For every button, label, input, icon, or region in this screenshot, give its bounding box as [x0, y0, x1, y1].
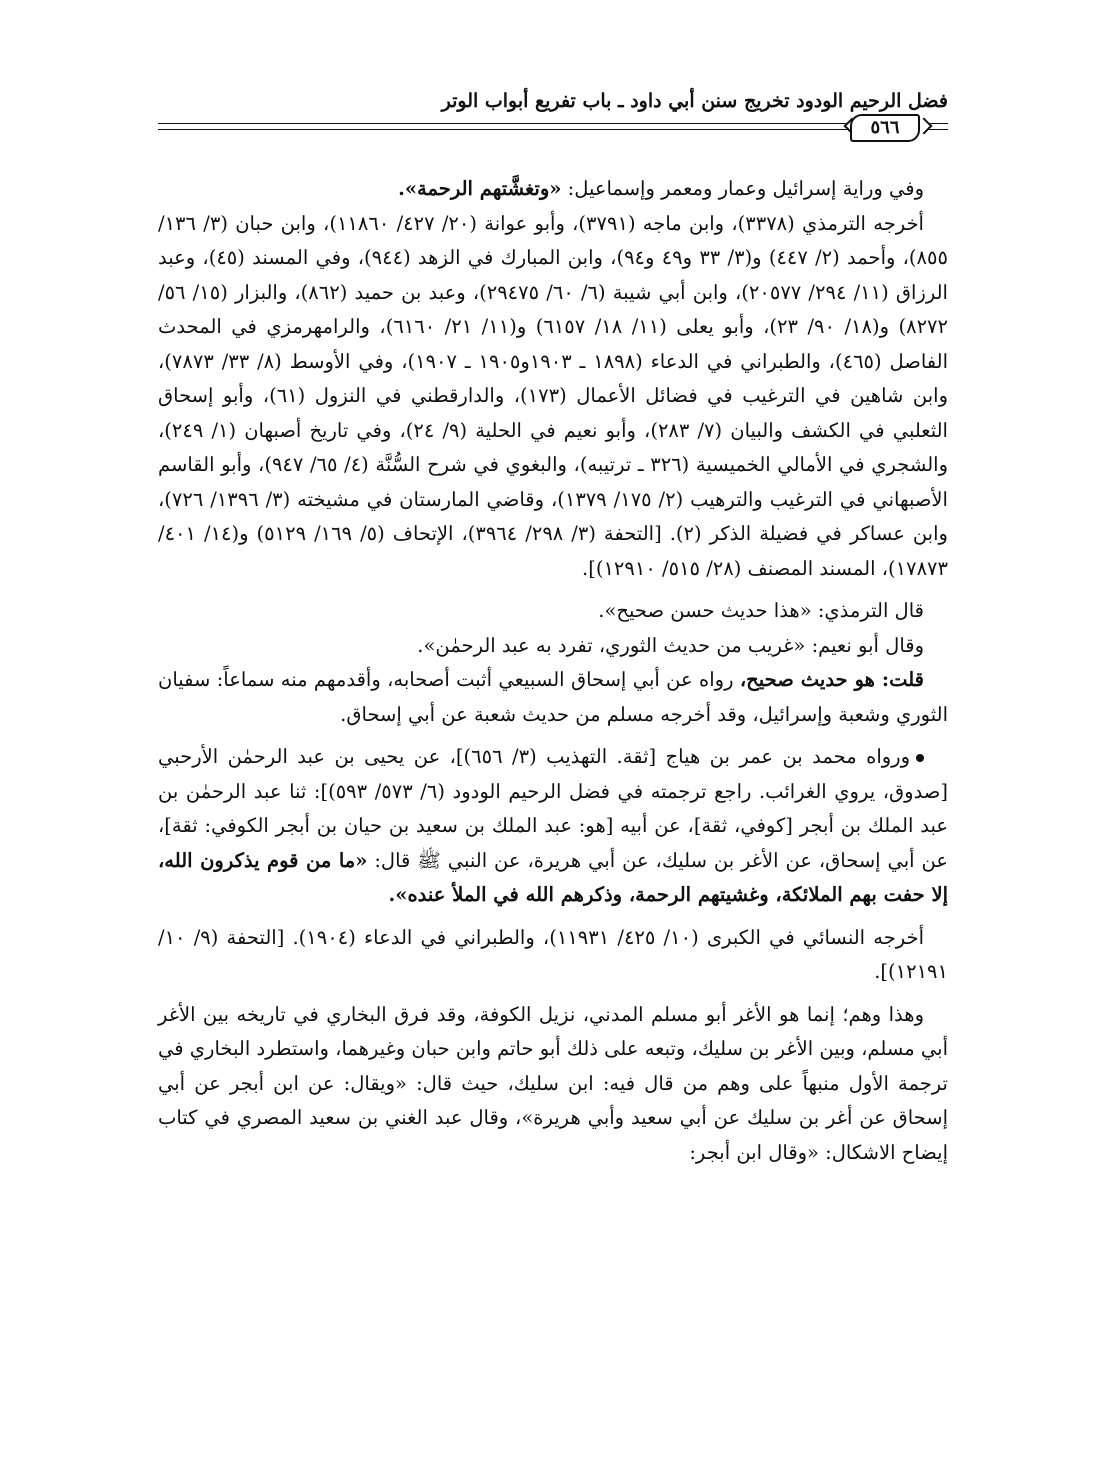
paragraph-7: أخرجه النسائي في الكبرى (١٠/ ٤٢٥/ ١١٩٣١)، والطبراني في الدعاء (١٩٠٤). [التحفة (٩/ ١٠/ ١٢١٩١)].: [158, 925, 948, 983]
paragraph-1: [158, 172, 948, 207]
header-rule-top: [158, 123, 948, 124]
page-number-badge: [850, 114, 920, 142]
paragraph-3: قال الترمذي: «هذا حديث حسن صحيح».: [598, 599, 924, 622]
paragraph-6: [158, 740, 948, 913]
paragraph-5-lead: قلت: هو حديث صحيح،: [739, 668, 924, 691]
paragraph-1-text: وفي وراية إسرائيل وعمار ومعمر وإسماعيل:: [561, 177, 924, 200]
paragraph-4: وقال أبو نعيم: «غريب من حديث الثوري، تفرد به عبد الرحمٰن».: [417, 633, 924, 657]
paragraph-5: [158, 663, 948, 732]
header-rule-bottom: [158, 129, 948, 130]
paragraph-1-quote: «وتغشَّتهم الرحمة».: [398, 177, 562, 200]
running-title: فضل الرحيم الودود تخريج سنن أبي داود ـ باب تفريع أبواب الوتر: [441, 90, 948, 112]
paragraph-6-hadith: «ما من قوم يذكرون الله، إلا حفت بهم الملائكة، وغشيتهم الرحمة، وذكرهم الله في الملأ عنده».: [158, 848, 948, 906]
page-body: [158, 172, 948, 1170]
paragraph-5-text: رواه عن أبي إسحاق السبيعي أثبت أصحابه، وأقدمهم منه سماعاً: سفيان الثوري وشعبة وإسرائيل، وقد أخرجه مسلم من حديث شعبة عن أبي إسحاق.: [158, 668, 948, 726]
paragraph-6-text: ورواه محمد بن عمر بن هياج [ثقة. التهذيب (٣/ ٦٥٦)]، عن يحيى بن عبد الرحمٰن الأرحبي [صدوق، يروي الغرائب. راجع ترجمته في فضل الرحيم الودود (٦/ ٥٧٣/ ٥٩٣)]: ثنا عبد الرحمٰن بن عبد الملك بن أبجر [كوفي، ثقة]، عن أبيه [هو: عبد الملك بن سعيد بن حيان بن أبجر الكوفي: ثقة]، عن أبي إسحاق، عن الأغر بن سليك، عن أبي هريرة، عن النبي ﷺ قال:: [158, 745, 949, 872]
bullet-icon: [916, 754, 924, 762]
paragraph-2: أخرجه الترمذي (٣٣٧٨)، وابن ماجه (٣٧٩١)، وأبو عوانة (٢٠/ ٤٢٧/ ١١٨٦٠)، وابن حبان (٣/ ١٣٦/ ٨٥٥)، وأحمد (٢/ ٤٤٧) و(٣/ ٣٣ و٤٩ و٩٤)، وابن المبارك في الزهد (٩٤٤)، وفي المسند (٤٥)، وعبد الرزاق (١١/ ٢٩٤/ ٢٠٥٧٧)، وابن أبي شيبة (٦/ ٦٠/ ٢٩٤٧٥)، وعبد بن حميد (٨٦٢)، والبزار (١٥/ ٥٦/ ٨٢٧٢) و(١٨/ ٩٠/ ٢٣)، وأبو يعلى (١١/ ١٨/ ٦١٥٧) و(١١/ ٢١/ ٦١٦٠)، والرامهرمزي في المحدث الفاصل (٤٦٥)، والطبراني في الدعاء (١٨٩٨ ـ ١٩٠٣و١٩٠٥ ـ ١٩٠٧)، وفي الأوسط (٨/ ٣٣/ ٧٨٧٣)، وابن شاهين في الترغيب في فضائل الأعمال (١٧٣)، والدارقطني في النزول (٦١)، وأبو إسحاق الثعلبي في الكشف والبيان (٧/ ٢٨٣)، وأبو نعيم في الحلية (٩/ ٢٤)، وفي تاريخ أصبهان (١/ ٢٤٩)، والشجري في الأمالي الخميسية (٣٢٦ ـ ترتيبه)، والبغوي في شرح السُّنَّة (٤/ ٦٥/ ٩٤٧)، وأبو القاسم الأصبهاني في الترغيب والترهيب (٢/ ١٧٥/ ١٣٧٩)، وقاضي المارستان في مشيخته (٣/ ١٣٩٦/ ٧٢٦)، وابن عساكر في فضيلة الذكر (٢). [التحفة (٣/ ٢٩٨/ ٣٩٦٤)، الإتحاف (٥/ ١٦٩/ ٥١٢٩) و(١٤/ ٤٠١/ ١٧٨٧٣)، المسند المصنف (٢٨/ ٥١٥/ ١٢٩١٠)].: [158, 211, 948, 580]
page-number: ٥٦٦: [870, 117, 900, 138]
book-page: [158, 88, 948, 1448]
paragraph-8: وهذا وهم؛ إنما هو الأغر أبو مسلم المدني، نزيل الكوفة، وقد فرق البخاري في تاريخه بين الأغر أبي مسلم، وبين الأغر بن سليك، وتبعه على ذلك أبو حاتم وابن حبان وغيرهما، واستطرد البخاري في ترجمة الأول منبهاً على وهم من قال فيه: ابن سليك، حيث قال: «ويقال: عن ابن أبجر عن أبي إسحاق عن أغر بن سليك عن أبي سعيد وأبي هريرة»، وقال عبد الغني بن سعيد المصري في كتاب إيضاح الاشكال: «وقال ابن أبجر:: [158, 1002, 948, 1164]
page-header: [158, 88, 948, 152]
